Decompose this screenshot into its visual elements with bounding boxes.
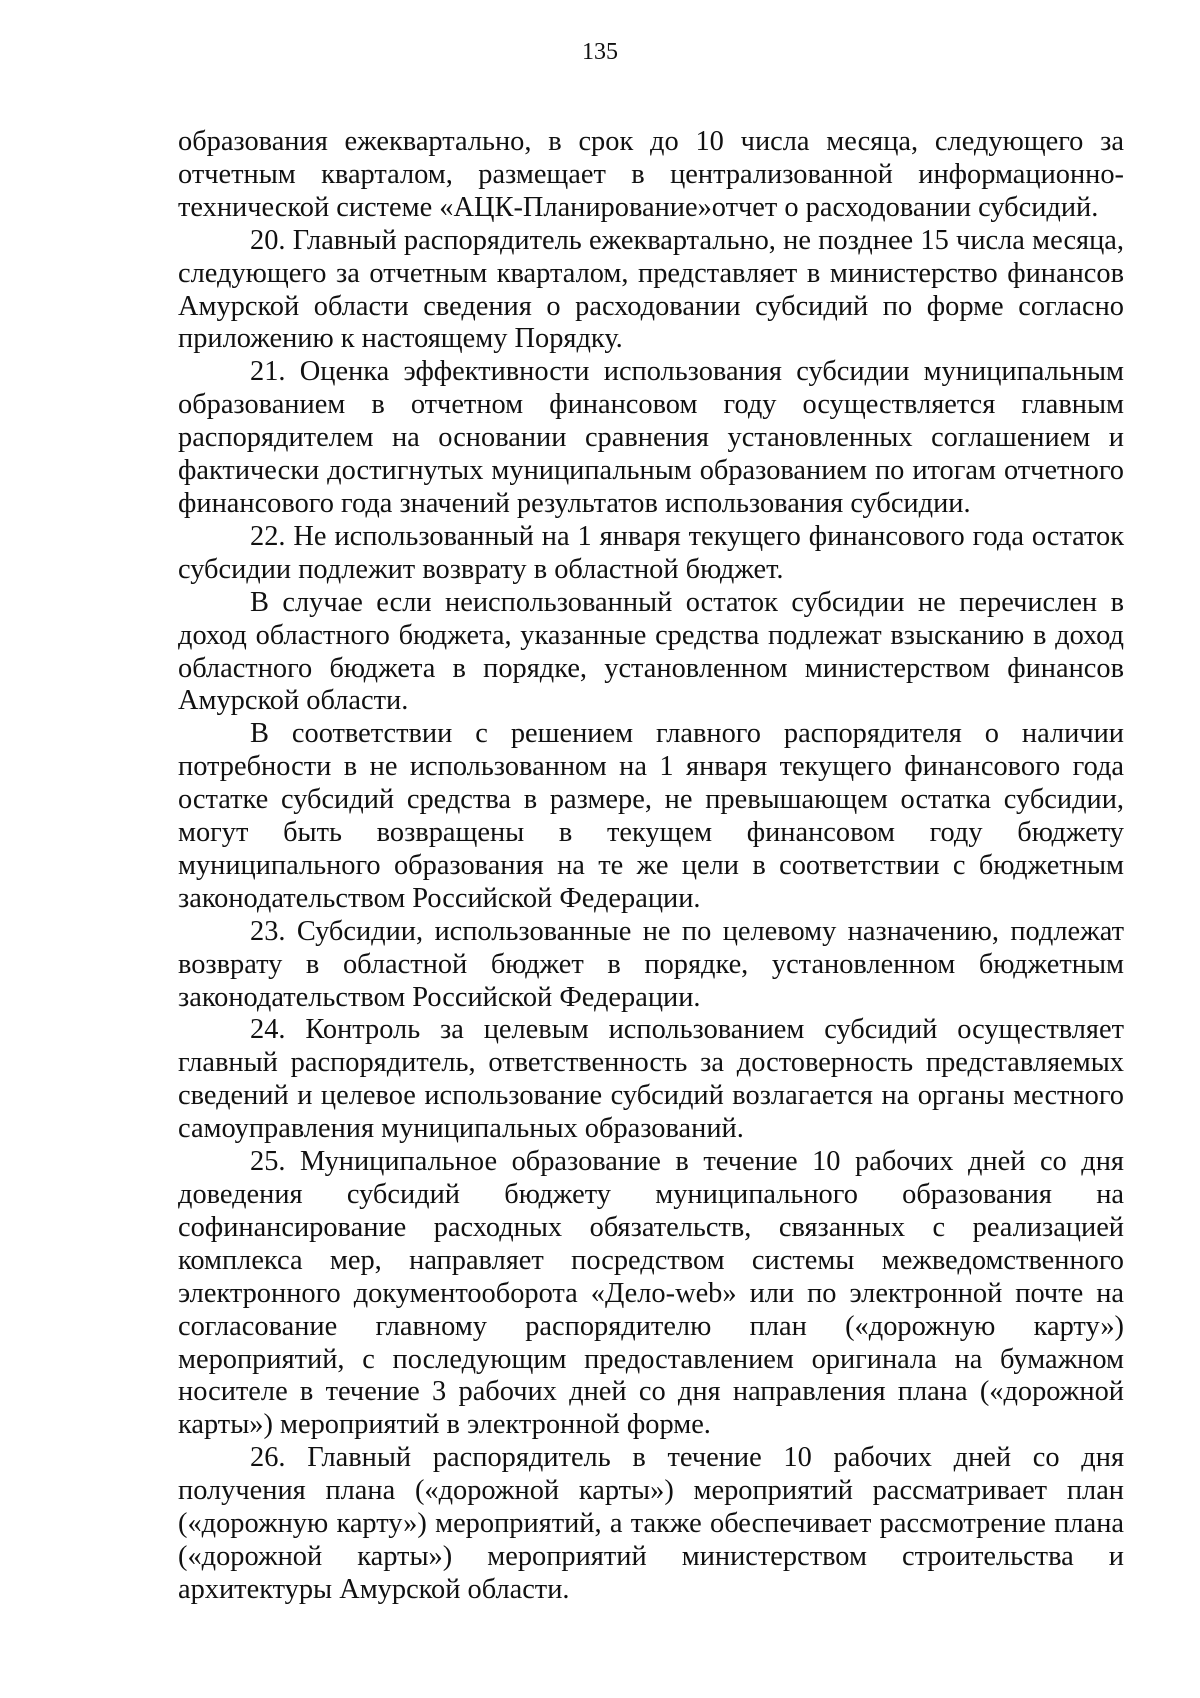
paragraph-item-22: 22. Не использованный на 1 января текущего финансового года остаток субсидии подлежит возврату в областной бюджет. [178, 520, 1124, 585]
paragraph-item-20: 20. Главный распорядитель ежеквартально, не позднее 15 числа месяца, следующего за отчетным кварталом, представляет в министерство финансов Амурской области сведения о расходовании субсидий по форме согласно приложению к настоящему Порядку. [178, 224, 1124, 355]
document-body [178, 126, 1124, 1607]
paragraph-item-24: 24. Контроль за целевым использованием субсидий осуществляет главный распорядитель, ответственность за достоверность представляемых сведений и целевое использование субсидий возлагается на органы местного самоуправления муниципальных образований. [178, 1014, 1124, 1145]
paragraph-continuation: образования ежеквартально, в срок до 10 числа месяца, следующего за отчетным кварталом, размещает в централизованной информационно-технической системе «АЦК-Планирование»отчет о расходовании субсидий. [178, 126, 1124, 223]
paragraph-item-22-return: В соответствии с решением главного распорядителя о наличии потребности в не использованном на 1 января текущего финансового года остатке субсидий средства в размере, не превышающем остатка субсидии, могут быть возвращены в текущем финансовом году бюджету муниципального образования на те же цели в соответствии с бюджетным законодательством Российской Федерации. [178, 718, 1124, 914]
paragraph-item-25: 25. Муниципальное образование в течение 10 рабочих дней со дня доведения субсидий бюджету муниципального образования на софинансирование расходных обязательств, связанных с реализацией комплекса мер, направляет посредством системы межведомственного электронного документооборота «Дело-web» или по электронной почте на согласование главному распорядителю план («дорожную карту») мероприятий, с последующим предоставлением оригинала на бумажном носителе в течение 3 рабочих дней со дня направления плана («дорожной карты») мероприятий в электронной форме. [178, 1146, 1124, 1441]
paragraph-item-23: 23. Субсидии, использованные не по целевому назначению, подлежат возврату в областной бюджет в порядке, установленном бюджетным законодательством Российской Федерации. [178, 915, 1124, 1013]
paragraph-item-26: 26. Главный распорядитель в течение 10 рабочих дней со дня получения плана («дорожной карты») мероприятий рассматривает план («дорожную карту») мероприятий, а также обеспечивает рассмотрение плана («дорожной карты») мероприятий министерством строительства и архитектуры Амурской области. [178, 1442, 1124, 1605]
paragraph-item-22-unspent: В случае если неиспользованный остаток субсидии не перечислен в доход областного бюджета, указанные средства подлежат взысканию в доход областного бюджета в порядке, установленном министерством финансов Амурской области. [178, 586, 1124, 717]
paragraph-item-21: 21. Оценка эффективности использования субсидии муниципальным образованием в отчетном финансовом году осуществляется главным распорядителем на основании сравнения установленных соглашением и фактически достигнутых муниципальным образованием по итогам отчетного финансового года значений результатов использования субсидии. [178, 356, 1124, 519]
page-number: 135 [582, 39, 618, 65]
